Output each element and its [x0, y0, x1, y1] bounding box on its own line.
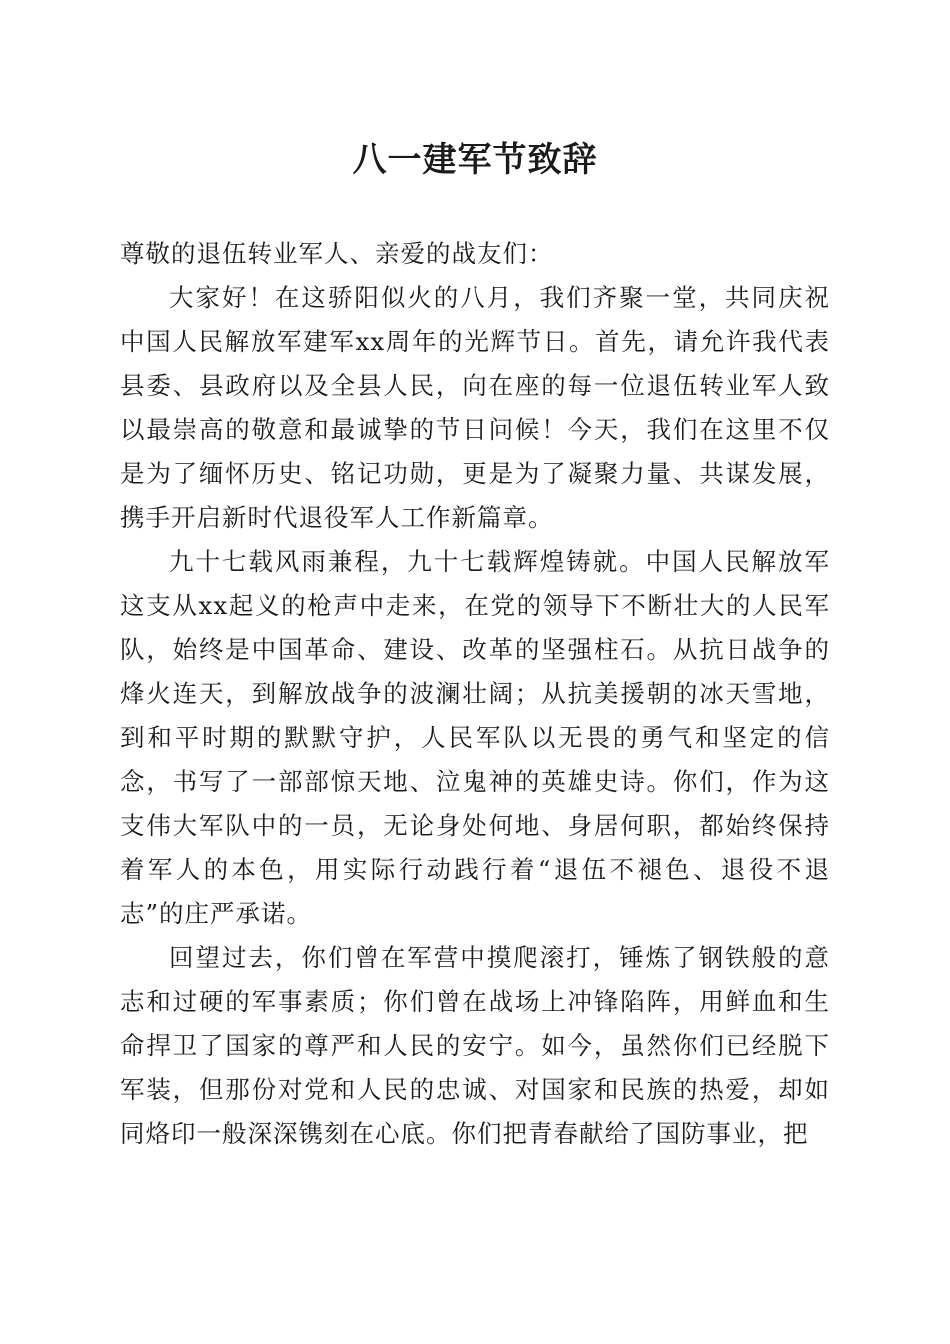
paragraph-1: 大家好！在这骄阳似火的八月，我们齐聚一堂，共同庆祝中国人民解放军建军xx周年的光辉节日。首先，请允许我代表县委、县政府以及全县人民，向在座的每一位退伍转业军人致以最崇高的敬意和最诚挚的节日问候！今天，我们在这里不仅是为了缅怀历史、铭记功勋，更是为了凝聚力量、共谋发展，携手开启新时代退役军人工作新篇章。	[120, 283, 830, 532]
paragraph-3: 回望过去，你们曾在军营中摸爬滚打，锤炼了钢铁般的意志和过硬的军事素质；你们曾在战场上冲锋陷阵，用鲜血和生命捍卫了国家的尊严和人民的安宁。如今，虽然你们已经脱下军装，但那份对党和人民的忠诚、对国家和民族的热爱，却如同烙印一般深深镌刻在心底。你们把青春献给了国防事业，把	[120, 943, 830, 1148]
document-body	[120, 232, 830, 1156]
salutation: 尊敬的退伍转业军人、亲爱的战友们：	[120, 239, 554, 268]
paragraph-2: 九十七载风雨兼程，九十七载辉煌铸就。中国人民解放军这支从xx起义的枪声中走来，在党的领导下不断壮大的人民军队，始终是中国革命、建设、改革的坚强柱石。从抗日战争的烽火连天，到解放战争的波澜壮阔；从抗美援朝的冰天雪地，到和平时期的默默守护，人民军队以无畏的勇气和坚定的信念，书写了一部部惊天地、泣鬼神的英雄史诗。你们，作为这支伟大军队中的一员，无论身处何地、身居何职，都始终保持着军人的本色，用实际行动践行着“退伍不褪色、退役不退志”的庄严承诺。	[120, 547, 830, 928]
document-title: 八一建军节致辞	[352, 140, 598, 180]
